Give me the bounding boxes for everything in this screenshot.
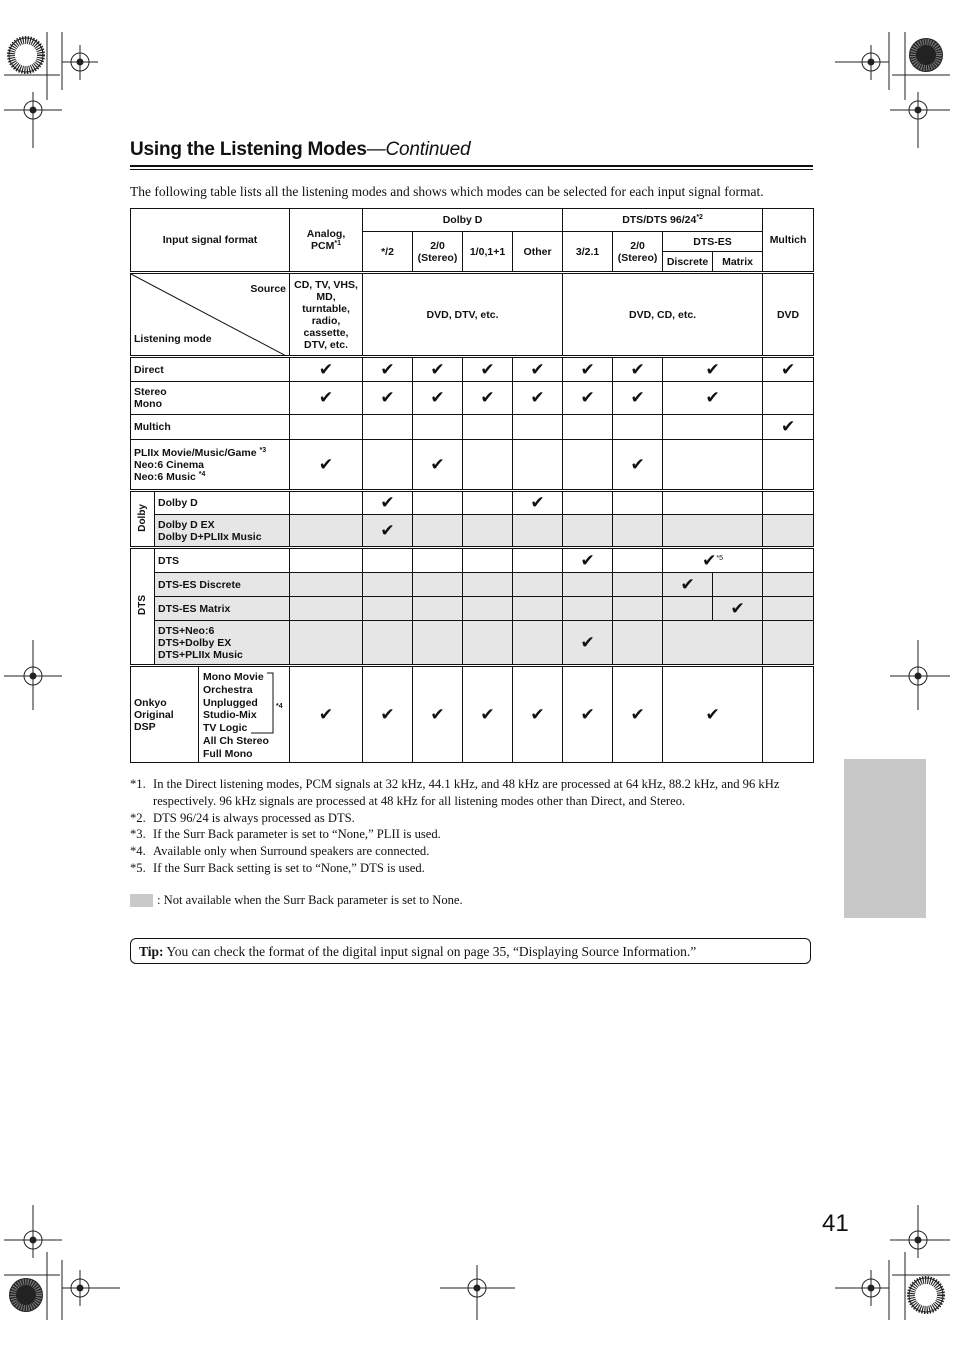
check-mark: ✔: [413, 357, 463, 382]
table-row: [131, 415, 814, 440]
row-label: DTS-ES Matrix: [155, 597, 290, 621]
check-mark: ✔: [563, 382, 613, 415]
col-10-header: 1/0,1+1: [463, 232, 513, 273]
row-label: DTS-ES Discrete: [155, 573, 290, 597]
check-mark: ✔: [463, 357, 513, 382]
legend-text: : Not available when the Surr Back parameter is set to None.: [157, 893, 463, 907]
check-mark: ✔: [563, 621, 613, 666]
bracket-line: [199, 667, 290, 763]
check-mark: ✔: [563, 357, 613, 382]
table-row: [131, 548, 814, 573]
footnote: [130, 776, 812, 810]
check-mark: ✔: [363, 357, 413, 382]
source-analog: CD, TV, VHS, MD, turntable, radio, cassette, DTV, etc.: [290, 273, 363, 357]
row-label: Onkyo Original DSP: [131, 666, 199, 763]
title-rule-thin: [130, 169, 813, 170]
col-20-stereo-dts-header: 2/0 (Stereo): [613, 232, 663, 273]
footnote-text: DTS 96/24 is always processed as DTS.: [153, 810, 355, 825]
footnote-key: *4.: [130, 844, 146, 859]
title-main: Using the Listening Modes: [130, 139, 367, 160]
check-mark: ✔: [663, 357, 763, 382]
tip-text: You can check the format of the digital input signal on page 35, “Displaying Source Information.”: [163, 944, 697, 959]
row-label: DTS+Neo:6 DTS+Dolby EX DTS+PLIIx Music: [155, 621, 290, 666]
footnote-key: *5.: [130, 860, 146, 875]
check-mark: ✔: [290, 357, 363, 382]
footnote-text: In the Direct listening modes, PCM signals at 32 kHz, 44.1 kHz, and 48 kHz are processed at 64 kHz, 88.2 kHz, and 96 kHz respectively. 96 kHz signals are processed at 48 kHz for all listening modes other than Direct, and Stereo.: [153, 777, 780, 808]
table-row: [131, 666, 814, 763]
source-label: Source: [250, 283, 287, 295]
table-row: [131, 491, 814, 515]
table-row: [131, 357, 814, 382]
check-mark: ✔: [513, 491, 563, 515]
footnote-text: Available only when Surround speakers are connected.: [153, 844, 430, 859]
check-mark: ✔: [513, 382, 563, 415]
listening-mode-label: Listening mode: [134, 333, 212, 345]
check-mark: ✔: [763, 357, 814, 382]
tip-label: Tip:: [139, 944, 164, 959]
dts-group-label: DTS: [131, 548, 155, 666]
intro-text: The following table lists all the listening modes and shows which modes can be selected for each input signal format.: [130, 184, 764, 199]
check-mark: ✔: [663, 382, 763, 415]
footnote: [130, 810, 812, 827]
title-continued: —Continued: [366, 139, 471, 160]
shade-swatch: [130, 894, 153, 907]
footnote-key: *3.: [130, 827, 146, 842]
source-listening-mode-header: [131, 273, 290, 357]
row-label: DTS: [155, 548, 290, 573]
check-mark: ✔: [413, 382, 463, 415]
input-signal-format-header: Input signal format: [131, 209, 290, 273]
onkyo-mode-item: Full Mono: [203, 747, 253, 760]
page-title: [130, 139, 470, 161]
onkyo-mode-item: TV Logic: [203, 722, 248, 735]
analog-pcm-header: Analog, PCM$^{*1}$: [290, 209, 363, 273]
listening-modes-table: [130, 208, 814, 763]
check-mark: ✔: [290, 382, 363, 415]
table-row: [131, 382, 814, 415]
dolby-group-label: Dolby: [131, 491, 155, 548]
col-321-header: 3/2.1: [563, 232, 613, 273]
table-row: [131, 515, 814, 548]
row-label: Dolby D EX Dolby D+PLIIx Music: [155, 515, 290, 548]
onkyo-mode-item: Mono Movie: [203, 671, 264, 683]
footnote: [130, 826, 812, 843]
table-row: [131, 573, 814, 597]
page-number: 41: [822, 1210, 849, 1237]
footnote-text: If the Surr Back setting is set to “None,” DTS is used.: [153, 860, 425, 875]
check-mark: ✔: [663, 666, 763, 763]
source-dts: DVD, CD, etc.: [563, 273, 763, 357]
check-mark: ✔: [290, 666, 363, 763]
check-mark: ✔: [613, 666, 663, 763]
check-mark: ✔: [363, 382, 413, 415]
multich-header: Multich: [763, 209, 814, 273]
col-20-stereo-header: 2/0 (Stereo): [413, 232, 463, 273]
row-label: Stereo Mono: [131, 382, 290, 415]
source-dolby: DVD, DTV, etc.: [363, 273, 563, 357]
check-mark: ✔: [563, 548, 613, 573]
col-other-header: Other: [513, 232, 563, 273]
tip-box: [130, 938, 811, 964]
footnotes: [130, 776, 812, 877]
check-mark-footnote5: ✔$^{*5}$: [663, 548, 763, 573]
check-mark: ✔: [713, 597, 763, 621]
check-mark: ✔: [513, 666, 563, 763]
check-mark: ✔: [613, 357, 663, 382]
check-mark: ✔: [663, 573, 713, 597]
onkyo-modes-list: [199, 666, 290, 763]
row-label: Dolby D: [155, 491, 290, 515]
check-mark: ✔: [413, 666, 463, 763]
onkyo-mode-item: Orchestra: [203, 683, 253, 696]
check-mark: ✔: [290, 440, 363, 491]
footnote-key: *1.: [130, 777, 146, 791]
check-mark: ✔: [763, 415, 814, 440]
row-label: Direct: [131, 357, 290, 382]
table-row: [131, 440, 814, 491]
onkyo-mode-item: Studio-Mix: [203, 709, 257, 722]
onkyo-mode-item: All Ch Stereo: [203, 734, 269, 747]
footnote-key: *2.: [130, 810, 146, 825]
footnote: [130, 860, 812, 877]
check-mark: ✔: [413, 440, 463, 491]
dts-group-header: DTS/DTS 96/24$^{*2}$: [563, 209, 763, 232]
onkyo-footnote-ref: *4: [276, 703, 283, 710]
legend: [130, 893, 463, 908]
check-mark: ✔: [463, 382, 513, 415]
check-mark: ✔: [513, 357, 563, 382]
row-label: Multich: [131, 415, 290, 440]
source-multich: DVD: [763, 273, 814, 357]
check-mark: ✔: [363, 491, 413, 515]
matrix-header: Matrix: [713, 252, 763, 273]
col-2-header: */2: [363, 232, 413, 273]
check-mark: ✔: [613, 440, 663, 491]
side-tab: [844, 759, 926, 918]
check-mark: ✔: [363, 515, 413, 548]
footnote: [130, 843, 812, 860]
title-rule: [130, 165, 813, 167]
onkyo-mode-item: Unplugged: [203, 696, 258, 709]
check-mark: ✔: [613, 382, 663, 415]
check-mark: ✔: [363, 666, 413, 763]
row-label: PLIIx Movie/Music/Game $^{*3}$ Neo:6 Cinema Neo:6 Music $^{*4}$: [131, 440, 290, 491]
check-mark: ✔: [463, 666, 513, 763]
discrete-header: Discrete: [663, 252, 713, 273]
check-mark: ✔: [563, 666, 613, 763]
table-row: [131, 621, 814, 666]
dts-es-header: DTS-ES: [663, 232, 763, 252]
footnote-text: If the Surr Back parameter is set to “None,” PLII is used.: [153, 827, 441, 842]
dolby-d-header: Dolby D: [363, 209, 563, 232]
table-row: [131, 597, 814, 621]
